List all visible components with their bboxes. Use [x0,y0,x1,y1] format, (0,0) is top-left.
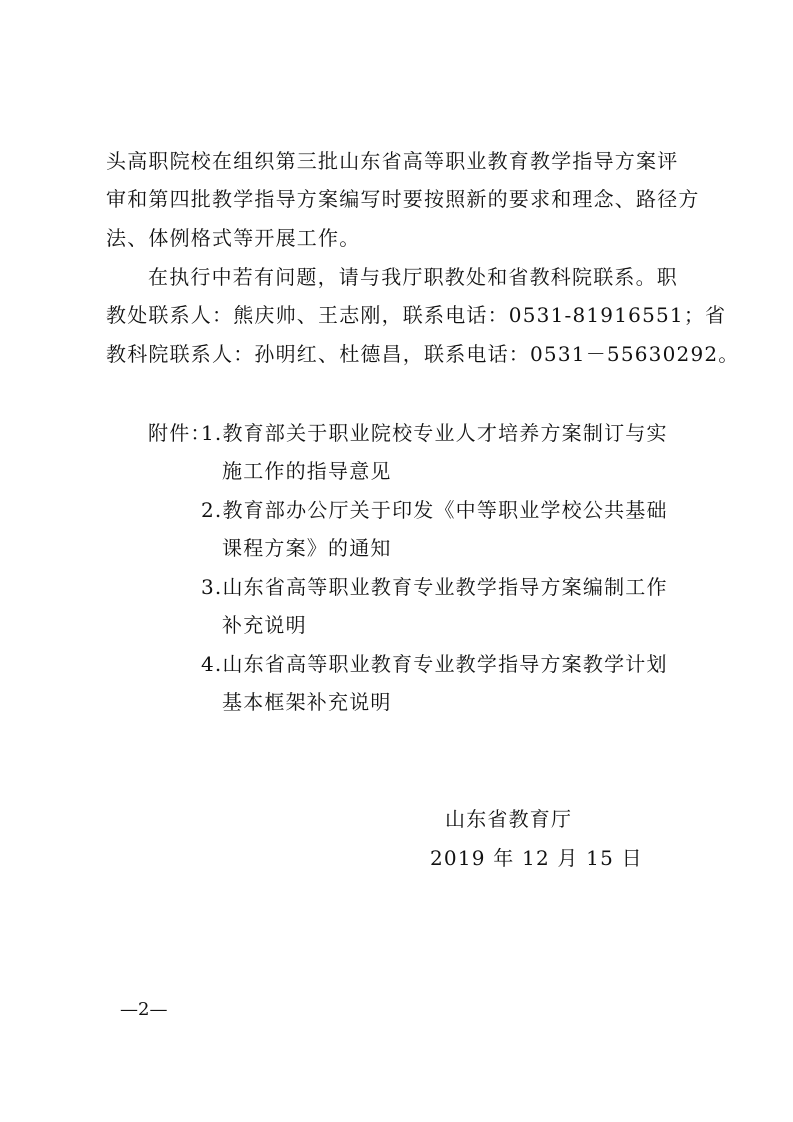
attachment-1-line-1: 1.教育部关于职业院校专业人才培养方案制订与实 [201,421,668,445]
attachment-4-line-1: 4.山东省高等职业教育专业教学指导方案教学计划 [201,652,668,676]
attachments-label: 附件： [148,421,212,445]
attachment-3-line-1: 3.山东省高等职业教育专业教学指导方案编制工作 [201,575,668,599]
body-paragraph-2-line-3: 教科院联系人：孙明红、杜德昌，联系电话：0531－55630292。 [106,342,740,366]
body-paragraph-1-line-2: 审和第四批教学指导方案编写时要按照新的要求和理念、路径方 [106,187,700,211]
attachment-1-line-2: 施工作的指导意见 [222,459,392,483]
attachment-2-line-1: 2.教育部办公厅关于印发《中等职业学校公共基础 [201,498,668,522]
page-number: —2— [120,999,168,1020]
signature-date: 2019 年 12 月 15 日 [430,846,643,870]
signature-org: 山东省教育厅 [445,807,573,831]
attachment-2-line-2: 课程方案》的通知 [222,536,392,560]
body-paragraph-1-line-1: 头高职院校在组织第三批山东省高等职业教育教学指导方案评 [106,149,679,173]
body-paragraph-2-line-1: 在执行中若有问题，请与我厅职教处和省教科院联系。职 [148,265,678,289]
body-paragraph-1-line-3: 法、体例格式等开展工作。 [106,226,361,250]
attachment-4-line-2: 基本框架补充说明 [222,690,392,714]
attachment-3-line-2: 补充说明 [222,613,307,637]
body-paragraph-2-line-2: 教处联系人：熊庆帅、王志刚，联系电话：0531-81916551；省 [106,303,727,327]
